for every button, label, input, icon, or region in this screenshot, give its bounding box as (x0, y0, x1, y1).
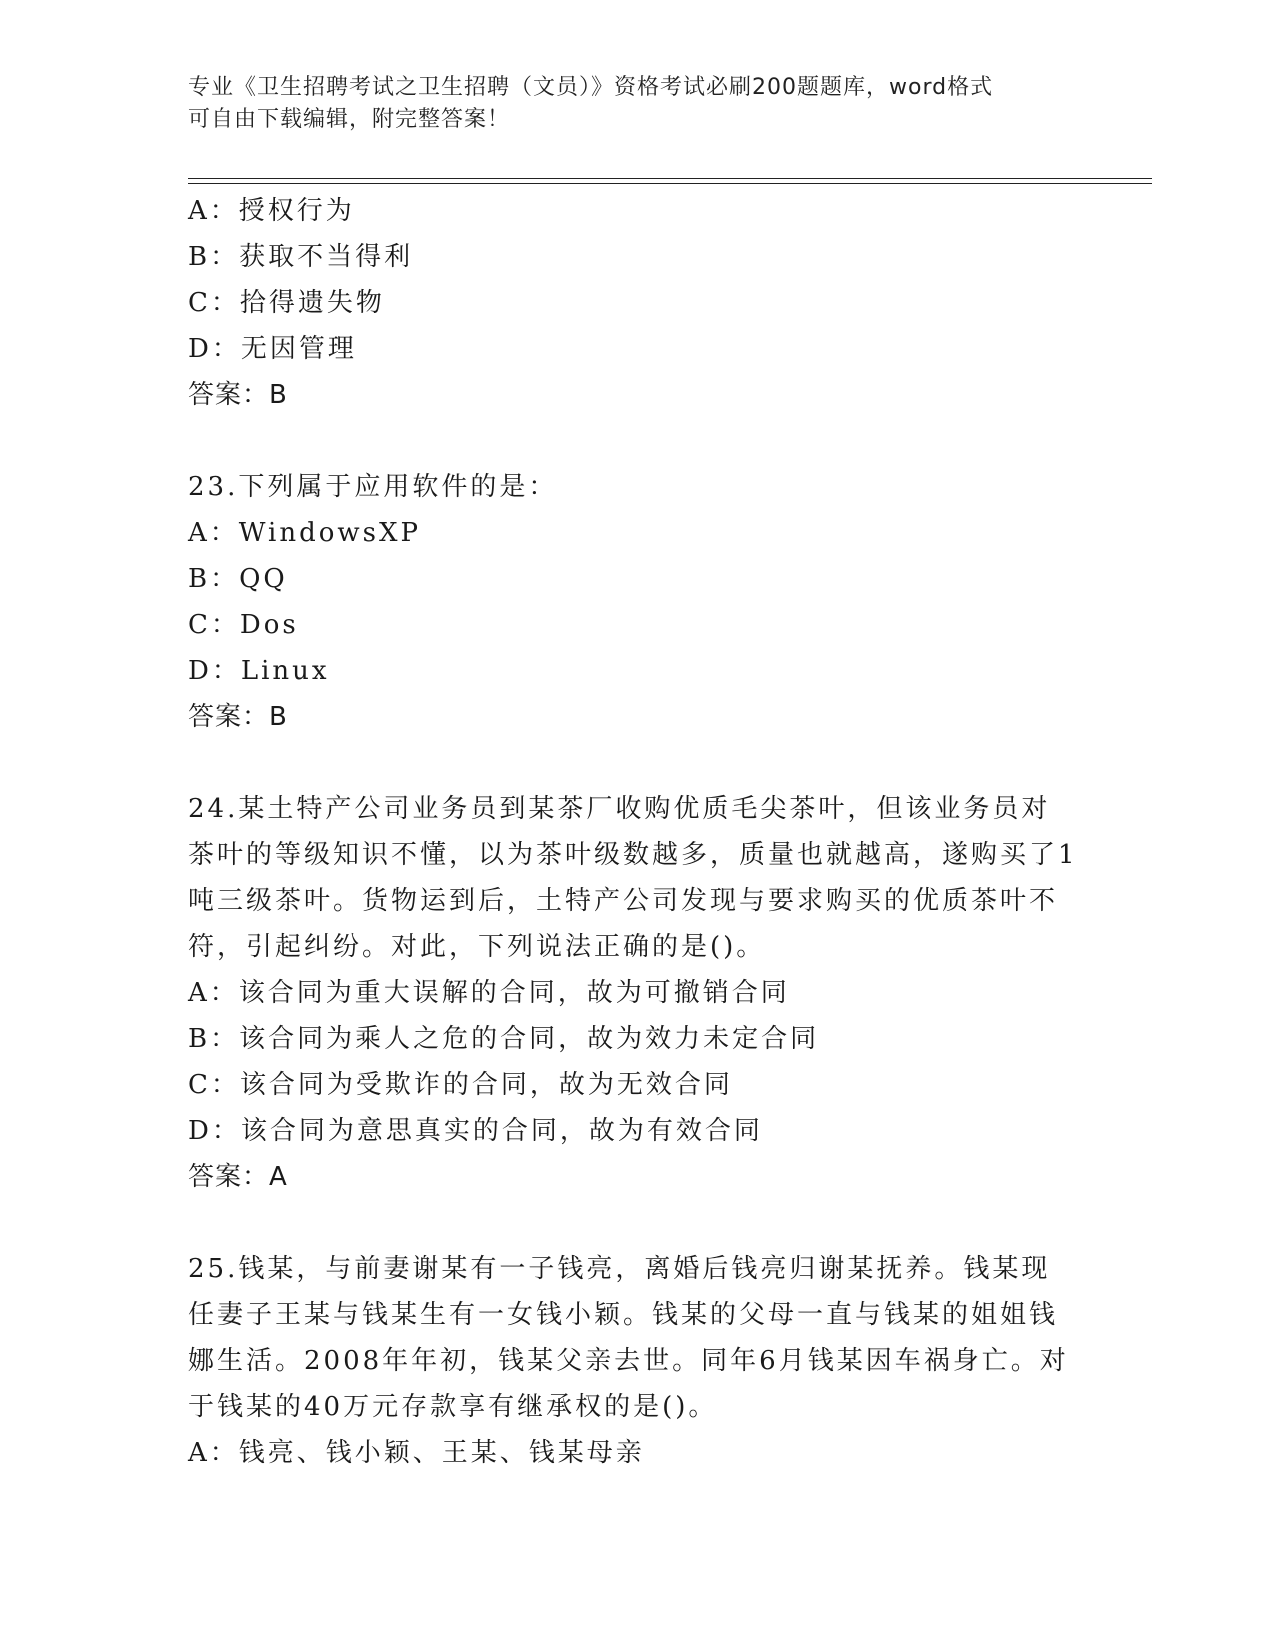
header-line-2: 可自由下载编辑，附完整答案！ (188, 107, 511, 132)
option-a: A：授权行为 (188, 196, 355, 226)
option-a: A：钱亮、钱小颖、王某、钱某母亲 (188, 1438, 645, 1468)
option-a: A：WindowsXP (188, 518, 422, 548)
question-stem: 24.某土特产公司业务员到某茶厂收购优质毛尖茶叶，但该业务员对茶叶的等级知识不懂，以为茶叶级数越多，质量也就越高，遂购买了1吨三级茶叶。货物运到后，土特产公司发现与要求购买的优质茶叶不符，引起纠纷。对此，下列说法正确的是()。 (188, 794, 1078, 962)
option-b: B：获取不当得利 (188, 242, 414, 272)
question-22 (188, 188, 1088, 418)
option-c: C：拾得遗失物 (188, 288, 385, 318)
question-list (188, 188, 1088, 1476)
option-a: A：该合同为重大误解的合同，故为可撤销合同 (188, 978, 790, 1008)
option-d: D：无因管理 (188, 334, 357, 364)
spacer (188, 740, 1088, 786)
document-header (188, 72, 1068, 136)
answer: 答案：A (188, 1162, 288, 1192)
option-b: B：QQ (188, 564, 288, 594)
option-c: C：Dos (188, 610, 299, 640)
header-line-1: 专业《卫生招聘考试之卫生招聘（文员）》资格考试必刷200题题库，word格式 (188, 75, 994, 100)
question-23 (188, 464, 1088, 740)
option-c: C：该合同为受欺诈的合同，故为无效合同 (188, 1070, 733, 1100)
answer: 答案：B (188, 702, 288, 732)
option-b: B：该合同为乘人之危的合同，故为效力未定合同 (188, 1024, 820, 1054)
header-rule-top (188, 178, 1152, 179)
question-24 (188, 786, 1088, 1200)
option-d: D：Linux (188, 656, 330, 686)
question-stem: 25.钱某，与前妻谢某有一子钱亮，离婚后钱亮归谢某抚养。钱某现任妻子王某与钱某生有一女钱小颖。钱某的父母一直与钱某的姐姐钱娜生活。2008年年初，钱某父亲去世。同年6月钱某因车祸身亡。对于钱某的40万元存款享有继承权的是()。 (188, 1254, 1069, 1422)
spacer (188, 418, 1088, 464)
answer: 答案：B (188, 380, 288, 410)
option-d: D：该合同为意思真实的合同，故为有效合同 (188, 1116, 763, 1146)
question-25 (188, 1246, 1088, 1476)
spacer (188, 1200, 1088, 1246)
header-rule-bottom (188, 183, 1152, 184)
question-stem: 23.下列属于应用软件的是： (188, 472, 558, 502)
